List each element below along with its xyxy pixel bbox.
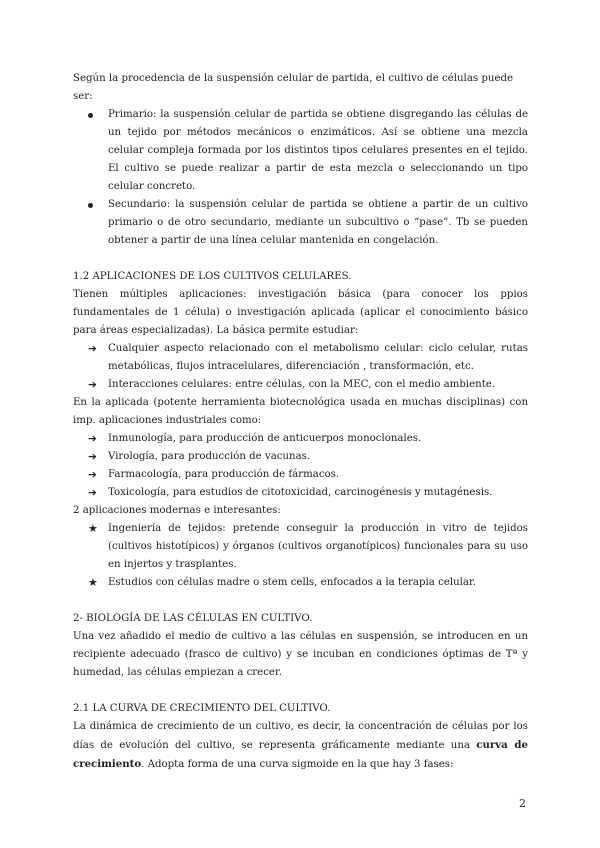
bullet-icon <box>88 106 104 125</box>
paragraph <box>73 718 528 774</box>
list-item <box>73 520 528 574</box>
list-item-text: Secundario: la suspensión celular de partida se obtiene a partir de un cultivo primario o de otro secundario, mediante un subcultivo o “pase”. Tb se pueden obtener a partir de una línea celular mantenida en congelación. <box>108 199 528 246</box>
applied-research-list <box>73 430 528 502</box>
arrow-icon: ➔ <box>88 379 97 391</box>
star-icon: ★ <box>88 522 98 535</box>
bullet-icon <box>88 196 104 215</box>
modern-applications-list <box>73 520 528 592</box>
paragraph: Una vez añadido el medio de cultivo a las células en suspensión, se introducen en un recipiente adecuado (frasco de cultivo) y se incuban en condiciones óptimas de Tª y humedad, las células empiezan a crecer. <box>73 631 528 678</box>
paragraph-text: La dinámica de crecimiento de un cultivo, es decir, la concentración de células por los días de evolución del cultivo, se representa gráficamente mediante una <box>73 721 528 751</box>
list-item <box>73 466 528 484</box>
paragraph: Tienen múltiples aplicaciones: investigación básica (para conocer los ppios fundamentales de 1 célula) o investigación aplicada (aplicar el conocimiento básico para áreas especializadas). La básica permite estudiar: <box>73 289 528 336</box>
paragraph: En la aplicada (potente herramienta biotecnológica usada en muchas disciplinas) con imp. aplicaciones industriales como: <box>73 397 528 426</box>
list-item <box>73 448 528 466</box>
page-content <box>73 70 528 774</box>
page-number: 2 <box>519 797 526 810</box>
list-item-text: Toxicología, para estudios de citotoxicidad, carcinogénesis y mutagénesis. <box>108 487 493 498</box>
star-icon: ★ <box>88 576 98 589</box>
section-heading-2: 2- BIOLOGÍA DE LAS CÉLULAS EN CULTIVO. <box>73 613 313 624</box>
list-item <box>73 196 528 250</box>
paragraph: 2 aplicaciones modernas e interesantes: <box>73 505 281 516</box>
arrow-icon: ➔ <box>88 451 97 463</box>
section-heading-2-1: 2.1 LA CURVA DE CRECIMIENTO DEL CULTIVO. <box>73 703 331 714</box>
list-item <box>73 574 528 592</box>
list-item <box>73 430 528 448</box>
list-item <box>73 340 528 376</box>
intro-paragraph: Según la procedencia de la suspensión celular de partida, el cultivo de células puede ser: <box>73 73 514 102</box>
list-item <box>73 484 528 502</box>
list-item-text: Ingeniería de tejidos: pretende conseguir la producción in vitro de tejidos (cultivos histotípicos) y órganos (cultivos organotípicos) funcionales para su uso en injertos y trasplantes. <box>108 523 528 570</box>
paragraph-text: . Adopta forma de una curva sigmoide en la que hay 3 fases: <box>141 759 454 770</box>
list-item <box>73 106 528 196</box>
list-item-text: Farmacología, para producción de fármacos. <box>108 469 340 480</box>
arrow-icon: ➔ <box>88 487 97 499</box>
arrow-icon: ➔ <box>88 469 97 481</box>
list-item-text: Inmunología, para producción de anticuerpos monoclonales. <box>108 433 422 444</box>
list-item-text: Cualquier aspecto relacionado con el metabolismo celular: ciclo celular, rutas metabólicas, flujos intracelulares, diferenciación , transformación, etc. <box>108 343 528 372</box>
section-heading-1-2: 1.2 APLICACIONES DE LOS CULTIVOS CELULARES. <box>73 271 352 282</box>
list-item-text: Interacciones celulares: entre células, con la MEC, con el medio ambiente. <box>108 379 496 390</box>
basic-research-list <box>73 340 528 394</box>
culture-types-list <box>73 106 528 250</box>
list-item-text: Estudios con células madre o stem cells, enfocados a la terapia celular. <box>108 577 476 588</box>
list-item-text: Virología, para producción de vacunas. <box>108 451 311 462</box>
list-item-text: Primario: la suspensión celular de partida se obtiene disgregando las células de un tejido por métodos mecánicos o enzimáticos. Así se obtiene una mezcla celular compleja formada por los distintos tipos celulares presentes en el tejido. El cultivo se puede realizar a partir de esta mezcla o seleccionando un tipo celular concreto. <box>108 109 528 192</box>
list-item <box>73 376 528 394</box>
arrow-icon: ➔ <box>88 343 97 355</box>
bold-term: curva de crecimiento <box>73 739 528 770</box>
arrow-icon: ➔ <box>88 433 97 445</box>
